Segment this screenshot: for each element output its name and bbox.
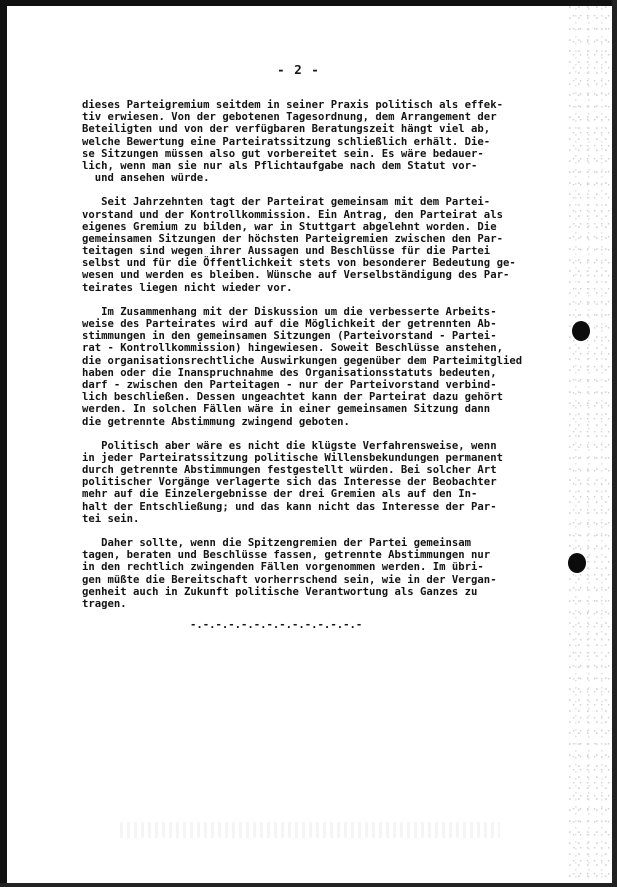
text-line: vorstand und der Kontrollkommission. Ein Antrag, den Parteirat als <box>82 208 503 221</box>
text-line: tiv erwiesen. Von der gebotenen Tagesordnung, dem Arrangement der <box>82 111 497 124</box>
text-line: tei sein. <box>82 512 140 525</box>
text-line: in jeder Parteiratssitzung politische Willensbekundungen permanent <box>82 451 503 464</box>
text-line: selbst und für die Öffentlichkeit stets von besonderer Bedeutung ge- <box>82 257 516 270</box>
text-line: eigenes Gremium zu bilden, war in Stuttgart abgelehnt worden. Die <box>82 220 497 233</box>
text-line: durch getrennte Abstimmungen festgestellt würden. Bei solcher Art <box>82 464 497 477</box>
document-body <box>82 99 564 622</box>
paragraph <box>82 306 564 428</box>
text-line: se Sitzungen müssen also gut vorbereitet sein. Es wäre bedauer- <box>82 147 484 160</box>
text-line: weise des Parteirates wird auf die Möglichkeit der getrennten Ab- <box>82 318 497 330</box>
page-number: - 2 - <box>277 62 320 77</box>
text-line: mehr auf die Einzelergebnisse der drei Gremien als auf den In- <box>82 488 478 501</box>
text-line: haben oder die Inanspruchnahme des Organisationsstatuts bedeuten, <box>82 366 497 379</box>
scan-edge-bottom <box>0 883 617 887</box>
text-line: Politisch aber wäre es nicht die klügste Verfahrensweise, wenn <box>82 439 497 452</box>
scan-smudge <box>120 822 500 838</box>
text-line: welche Bewertung eine Parteiratssitzung schließlich erhält. Die- <box>82 135 491 148</box>
text-line: die getrennte Abstimmung zwingend geboten. <box>82 415 350 428</box>
paragraph <box>82 440 564 525</box>
scan-edge-top <box>0 0 617 6</box>
text-line: Im Zusammenhang mit der Diskussion um die verbesserte Arbeits- <box>82 305 497 318</box>
text-line: dieses Parteigremium seitdem in seiner Praxis politisch als effek- <box>82 99 503 111</box>
text-line: genheit auch in Zukunft politische Verantwortung als Ganzes zu <box>82 585 478 598</box>
text-line: halt der Entschließung; und das kann nicht das Interesse der Par- <box>82 500 497 513</box>
text-line: teitagen sind wegen ihrer Aussagen und Beschlüsse für die Partei <box>82 245 491 258</box>
scan-edge-right <box>612 0 617 887</box>
text-line: und ansehen würde. <box>82 172 210 185</box>
text-line: stimmungen in den gemeinsamen Sitzungen (Parteivorstand - Partei- <box>82 330 497 343</box>
text-line: darf - zwischen den Parteitagen - nur der Parteivorstand verbind- <box>82 378 497 391</box>
text-line: in den rechtlich zwingenden Fällen vorgenommen werden. Im übri- <box>82 561 484 574</box>
text-line: Seit Jahrzehnten tagt der Parteirat gemeinsam mit dem Partei- <box>82 196 491 209</box>
text-line: die organisationsrechtliche Auswirkungen gegenüber dem Parteimitglied <box>82 354 523 367</box>
punch-hole <box>568 553 586 573</box>
closing-divider: -.-.-.-.-.-.-.-.-.-.-.-.-.- <box>190 619 363 631</box>
text-line: wesen und werden es bleiben. Wünsche auf Verselbständigung des Par- <box>82 269 510 282</box>
paragraph <box>82 537 564 610</box>
scan-noise <box>568 6 612 883</box>
text-line: Daher sollte, wenn die Spitzengremien der Partei gemeinsam <box>82 537 472 549</box>
text-line: gemeinsamen Sitzungen der höchsten Parteigremien zwischen den Par- <box>82 232 503 245</box>
scan-edge-left <box>0 0 7 887</box>
punch-hole <box>572 321 590 341</box>
text-line: lich beschließen. Dessen ungeachtet kann der Parteirat dazu gehört <box>82 391 503 404</box>
text-line: lich, wenn man sie nur als Pflichtaufgabe nach dem Statut vor- <box>82 159 478 172</box>
text-line: tragen. <box>82 597 127 610</box>
paragraph <box>82 196 564 294</box>
text-line: teirates liegen nicht wieder vor. <box>82 281 293 294</box>
text-line: tagen, beraten und Beschlüsse fassen, getrennte Abstimmungen nur <box>82 549 491 562</box>
paragraph <box>82 99 564 184</box>
text-line: gen müßte die Bereitschaft vorherrschend sein, wie in der Vergan- <box>82 573 497 586</box>
text-line: rat - Kontrollkommission) hingewiesen. Soweit Beschlüsse anstehen, <box>82 342 503 355</box>
text-line: werden. In solchen Fällen wäre in einer gemeinsamen Sitzung dann <box>82 403 491 416</box>
text-line: Beteiligten und von der verfügbaren Beratungszeit hängt viel ab, <box>82 123 491 136</box>
text-line: politischer Vorgänge verlagerte sich das Interesse der Beobachter <box>82 476 497 489</box>
